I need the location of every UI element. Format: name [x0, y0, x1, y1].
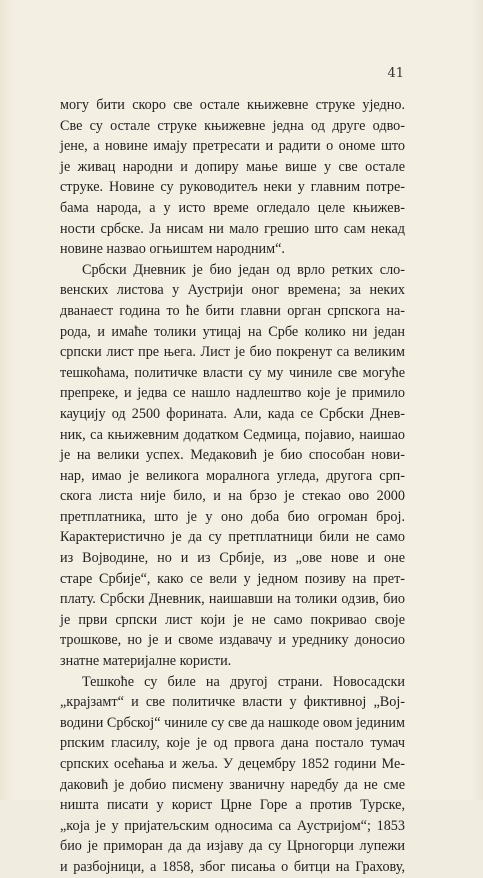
text-line: знатне материјалне користи. — [60, 653, 232, 670]
text-line: плату. Србски Дневник, наишавши на толики одзив, био — [60, 591, 405, 608]
text-line: из Војводине, но и из Србије, из „ове нове и оне — [60, 550, 405, 567]
text-line: јене, а новине имају претресати и радити о ономе што — [60, 138, 405, 155]
text-line: нар, имао је великога моралнога угледа, другога срп- — [60, 467, 405, 484]
text-line: и разбојници, а 1858, због писања о битци на Грахову, — [60, 858, 405, 875]
text-line: ништа писати у корист Црне Горе а против Турске, — [60, 797, 405, 814]
text-line: ник, са књижевним додатком Седмица, појавио, наишао — [60, 426, 405, 443]
body-text — [60, 95, 405, 878]
text-line: водини Србској“ чиниле су све да нашкоде овом јединим — [60, 714, 405, 731]
text-line: „крајзамт“ и све политичке власти у фиктивној „Вој- — [60, 694, 405, 711]
text-line: Србски Дневник је био један од врло ретких сло- — [82, 261, 405, 278]
text-line: новине назвао огњиштем народним“. — [60, 241, 285, 258]
text-line: био је приморан да да изјаву да су Црногорци лупежи — [60, 838, 405, 855]
text-line: кауцију од 2500 форината. Али, када се Србски Днев- — [60, 405, 405, 422]
text-line: могу бити скоро све остале књижевне струке уједно. — [60, 97, 405, 113]
text-line: српских осећања и жеља. У децембру 1852 години Ме- — [60, 756, 405, 772]
text-line: Карактеристично је да су претплатници били не само — [60, 529, 405, 546]
paragraph-3 — [60, 672, 405, 878]
text-line: препреке, и једва се нашло надлештво које је примило — [60, 385, 405, 402]
text-line: „која је у пријатељским односима са Аустријом“; 1853 — [60, 817, 405, 834]
text-line: бама народа, а у исто време огледало целе књижев- — [60, 199, 405, 216]
text-line: ности србске. Ја нисам ни мало грешио што сам некад — [60, 220, 405, 237]
page-number: 41 — [387, 66, 404, 81]
text-line: старе Србије“, како се вели у једном позиву на прет- — [60, 570, 405, 587]
text-line: српски лист пре њега. Лист је био покренут са великим — [60, 344, 405, 361]
text-line: рода, и имаће толики утицај на Србе колико ни један — [60, 323, 405, 340]
text-line: дванаест година то ће бити главни орган српскога на- — [60, 302, 405, 319]
text-line: претплатника, што је у оно доба био огроман број. — [60, 508, 405, 525]
text-line: струке. Новине су руководитељ неки у главним потре- — [60, 179, 405, 196]
text-line: рпским гласилу, које је од првога дана постало тумач — [60, 735, 405, 752]
paragraph-1 — [60, 95, 405, 260]
text-line: трошкове, но је и своме издавачу и уреднику доносио — [60, 632, 405, 649]
text-line: је први српски лист који је не само покривао своје — [60, 611, 405, 628]
text-line: Све су остале струке књижевне једна од друге одво- — [60, 117, 405, 134]
text-line: тешкоћама, политичке власти су му чиниле све могуће — [60, 364, 405, 381]
text-line: даковић је добио писмену званичну наредбу да не сме — [60, 776, 405, 793]
text-line: скога листа није било, и на брзо је стекао ово 2000 — [60, 488, 405, 505]
text-line: је на велики успех. Медаковић је био способан нови- — [60, 447, 405, 464]
text-line: је живац народни и допиру мање више у све остале — [60, 158, 405, 175]
text-line: Тешкоће су биле на другој страни. Новосадски — [82, 673, 405, 690]
paragraph-2 — [60, 260, 405, 672]
text-line: венских листова у Аустрији оног времена; за неких — [60, 282, 405, 299]
